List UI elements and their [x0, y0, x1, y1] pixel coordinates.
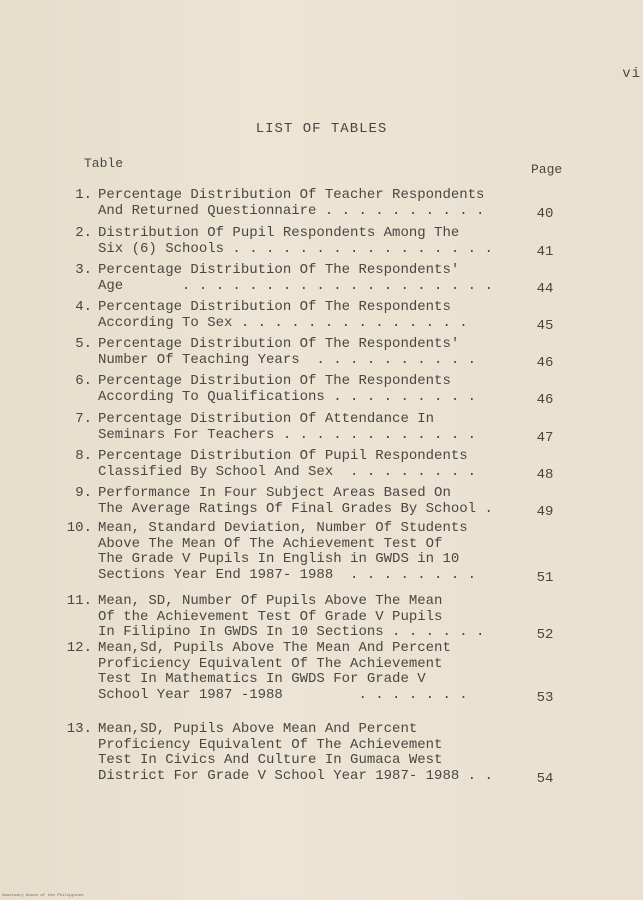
table-entry-line: Percentage Distribution Of The Respondents'	[98, 337, 460, 352]
table-entry-number: 9.	[75, 485, 92, 501]
table-entry-line: Of the Achievement Test Of Grade V Pupils	[98, 609, 443, 625]
table-entry-title	[98, 521, 528, 583]
table-entry-title	[98, 374, 528, 405]
table-entry-line: Seminars For Teachers . . . . . . . . . . . .	[98, 427, 477, 443]
table-entry-line: Mean, Standard Deviation, Number Of Students	[98, 521, 468, 536]
table-entry-line: Percentage Distribution Of Attendance In	[98, 412, 435, 427]
page-number: vi	[622, 66, 641, 82]
table-entry-line: The Average Ratings Of Final Grades By School .	[98, 501, 493, 517]
table-entry-page: 54	[536, 770, 554, 787]
table-entry-line: Percentage Distribution Of Pupil Respondents	[98, 449, 468, 464]
table-entry-page: 46	[536, 391, 554, 408]
table-entry-number: 3.	[75, 262, 92, 278]
table-entry-line: Percentage Distribution Of The Respondents	[98, 300, 451, 315]
table-entry-line: According To Sex . . . . . . . . . . . . . .	[98, 315, 468, 331]
table-entry-number: 11.	[66, 593, 92, 609]
table-entry-line: Mean,SD, Pupils Above Mean And Percent	[98, 722, 418, 737]
table-entry-title	[98, 263, 528, 294]
table-entry-number: 5.	[75, 336, 92, 352]
table-entry-page: 49	[536, 503, 554, 520]
table-entry-title	[98, 486, 528, 517]
page-column-header: Page	[531, 162, 563, 177]
table-entry-line: Percentage Distribution Of The Respondents	[98, 374, 451, 389]
table-entry-line: Proficiency Equivalent Of The Achievement	[98, 656, 443, 672]
table-entry-line: Distribution Of Pupil Respondents Among The	[98, 226, 460, 241]
table-entry-line: Classified By School And Sex . . . . . . . .	[98, 464, 477, 480]
table-entry-line: Percentage Distribution Of Teacher Respondents	[98, 188, 485, 203]
table-entry-line: Six (6) Schools . . . . . . . . . . . . . . . .	[98, 241, 493, 257]
table-entry-title	[98, 722, 528, 784]
table-entry-line: District For Grade V School Year 1987- 1988 . .	[98, 768, 493, 784]
table-entry-page: 47	[536, 429, 554, 446]
table-entry-number: 2.	[75, 225, 92, 241]
table-entry-title	[98, 412, 528, 443]
table-entry-page: 44	[536, 280, 554, 297]
table-entry-number: 7.	[75, 411, 92, 427]
table-entry-page: 51	[536, 569, 554, 586]
table-entry-page: 41	[536, 243, 554, 260]
table-entry-line: The Grade V Pupils In English in GWDS in 10	[98, 552, 460, 567]
table-entry-line: In Filipino In GWDS In 10 Sections . . . . . .	[98, 625, 485, 640]
table-entry-line: Percentage Distribution Of The Respondents'	[98, 263, 460, 278]
page-title: LIST OF TABLES	[255, 121, 388, 137]
table-entry-title	[98, 449, 528, 480]
table-entry-line: According To Qualifications . . . . . . . . .	[98, 389, 477, 405]
table-entry-line: Above The Mean Of The Achievement Test Of	[98, 536, 443, 552]
table-entry-number: 4.	[75, 299, 92, 315]
table-entry-line: Sections Year End 1987- 1988 . . . . . . . .	[98, 567, 477, 583]
table-entry-title	[98, 337, 528, 368]
table-entry-line: Mean,Sd, Pupils Above The Mean And Percent	[98, 641, 451, 656]
table-entry-page: 53	[536, 689, 554, 706]
table-entry-page: 46	[536, 354, 554, 371]
table-entry-page: 40	[536, 205, 554, 222]
table-entry-number: 13.	[66, 721, 92, 737]
table-entry-line: And Returned Questionnaire . . . . . . . . . .	[98, 203, 485, 219]
table-entry-number: 1.	[75, 187, 92, 203]
scan-footer: Sanctuary House of the Philippines	[2, 894, 84, 898]
table-entry-line: Test In Mathematics In GWDS For Grade V	[98, 672, 426, 687]
table-entry-number: 10.	[66, 520, 92, 536]
table-entry-line: Mean, SD, Number Of Pupils Above The Mean	[98, 594, 443, 609]
table-entry-line: School Year 1987 -1988 . . . . . . .	[98, 687, 468, 703]
table-entry-title	[98, 226, 528, 257]
table-entry-number: 12.	[66, 640, 92, 656]
table-entry-line: Performance In Four Subject Areas Based On	[98, 486, 451, 501]
table-entry-page: 52	[536, 627, 554, 643]
table-entry-title	[98, 188, 528, 219]
table-entry-line: Age . . . . . . . . . . . . . . . . . . .	[98, 278, 493, 294]
table-entry-page: 45	[536, 317, 554, 334]
table-entry-number: 8.	[75, 448, 92, 464]
table-entry-line: Number Of Teaching Years . . . . . . . . . .	[98, 352, 477, 368]
table-entry-line: Test In Civics And Culture In Gumaca West	[98, 753, 443, 768]
table-entry-page: 48	[536, 466, 554, 483]
table-entry-title	[98, 641, 528, 703]
table-entry-line: Proficiency Equivalent Of The Achievement	[98, 737, 443, 753]
table-entry-number: 6.	[75, 373, 92, 389]
table-column-header: Table	[84, 156, 124, 171]
table-entry-title	[98, 594, 528, 641]
table-entry-title	[98, 300, 528, 331]
